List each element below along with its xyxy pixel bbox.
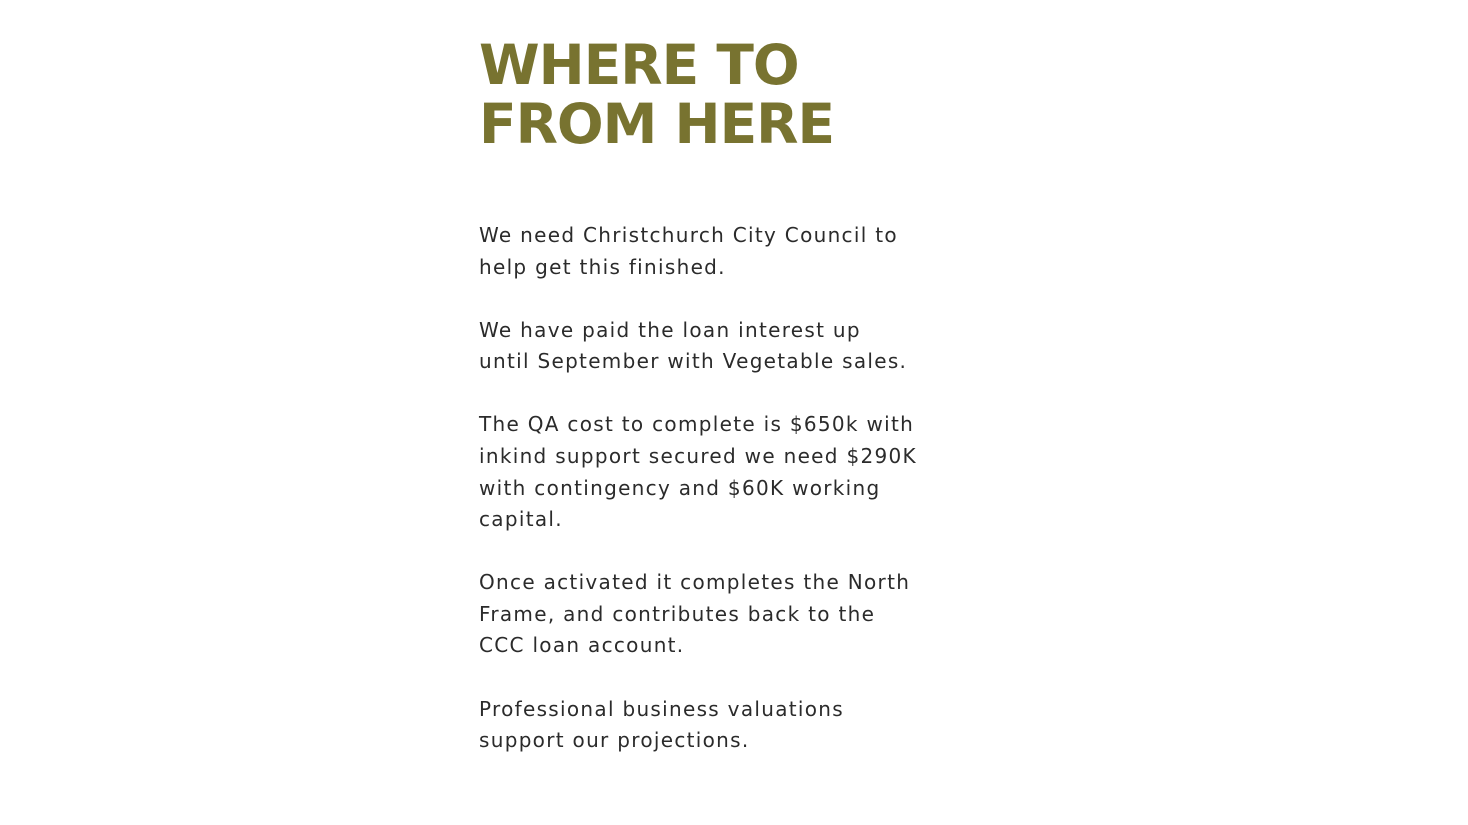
paragraph-valuations: Professional business valuations support our projections. [479, 696, 844, 753]
paragraph-cost-to-complete: The QA cost to complete is $650k with inkind support secured we need $290K with contingency and $60K working capital. [479, 412, 917, 532]
paragraph-council-help: We need Christchurch City Council to help get this finished. [479, 223, 898, 279]
paragraph-loan-interest: We have paid the loan interest up until September with Vegetable sales. [479, 317, 908, 374]
slide-title: WHERE TO FROM HERE [479, 33, 835, 156]
paragraph-north-frame: Once activated it completes the North Frame, and contributes back to the CCC loan account. [479, 570, 911, 658]
slide-content [479, 33, 949, 788]
body-text [479, 220, 949, 757]
